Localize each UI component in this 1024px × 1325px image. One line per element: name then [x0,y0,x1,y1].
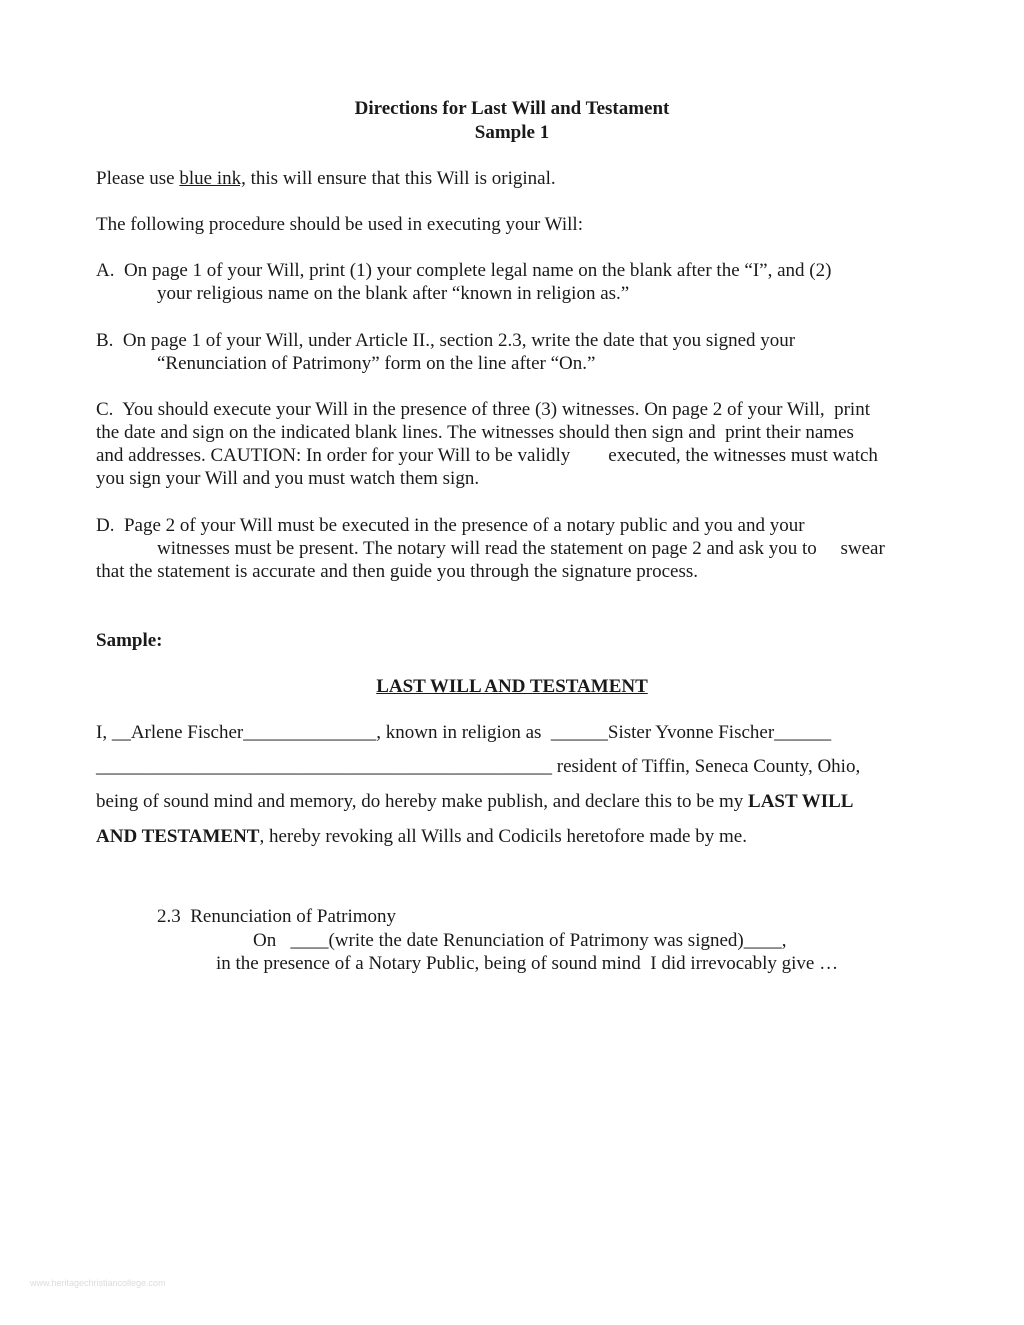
renunciation-continuation: in the presence of a Notary Public, being of sound mind I did irrevocably give … [216,953,839,974]
renunciation-date-line [253,929,787,952]
residence-text: resident of Tiffin, Seneca County, Ohio, [552,756,861,777]
step-d-line-2: witnesses must be present. The notary will read the statement on page 2 and ask you to swear [157,538,885,559]
will-line-1-prefix: I, [96,722,112,743]
blue-ink-emphasis: blue ink, [179,168,246,189]
step-b-line-1: B. On page 1 of your Will, under Article II., section 2.3, write the date that you signed your [96,330,796,351]
last-will-bold: LAST WILL [748,791,854,812]
will-line-4 [96,825,747,848]
step-c-line-1: C. You should execute your Will in the presence of three (3) witnesses. On page 2 of your Will, print [96,399,870,420]
on-suffix: , [781,930,787,951]
will-heading: LAST WILL AND TESTAMENT [376,676,648,697]
on-label: On [253,930,291,951]
step-a-line-1: A. On page 1 of your Will, print (1) your complete legal name on the blank after the “I”, and (2) [96,260,832,281]
will-line-2 [96,755,860,778]
step-d-line-1: D. Page 2 of your Will must be executed in the presence of a notary public and you and your [96,515,805,536]
step-b-line-2: “Renunciation of Patrimony” form on the line after “On.” [157,353,596,374]
procedure-intro: The following procedure should be used in executing your Will: [96,214,583,235]
ink-instruction-prefix: Please use [96,168,180,189]
revocation-text: , hereby revoking all Wills and Codicils heretofore made by me. [259,826,747,847]
document-subtitle: Sample 1 [474,122,550,143]
legal-name-field: __Arlene Fischer______________ [111,722,377,743]
religious-name-field: ______Sister Yvonne Fischer______ [550,722,832,743]
and-testament-bold: AND TESTAMENT [96,826,260,847]
step-c-line-2: the date and sign on the indicated blank lines. The witnesses should then sign and print their names [96,422,854,443]
step-c-line-3: and addresses. CAUTION: In order for your Will to be validly executed, the witnesses must watch [96,445,878,466]
step-d-line-3: that the statement is accurate and then guide you through the signature process. [96,561,699,582]
step-a-line-2: your religious name on the blank after “known in religion as.” [157,283,630,304]
will-line-1 [96,721,831,744]
ink-instruction [96,167,556,190]
watermark-text: www.heritagechristiancollege.com [30,1278,166,1288]
section-2-3-heading: 2.3 Renunciation of Patrimony [157,906,397,927]
blank-line: ________________________________________________ [96,756,552,777]
will-line-3 [96,790,853,813]
will-line-1-mid: , known in religion as [376,722,551,743]
ink-instruction-suffix: this will ensure that this Will is original. [245,168,556,189]
declaration-text: being of sound mind and memory, do hereby make publish, and declare this to be my [96,791,749,812]
sample-label: Sample: [96,630,163,651]
document-title: Directions for Last Will and Testament [354,98,670,119]
step-c-line-4: you sign your Will and you must watch them sign. [96,468,480,489]
renunciation-date-field: ____(write the date Renunciation of Patrimony was signed)____ [290,930,782,951]
